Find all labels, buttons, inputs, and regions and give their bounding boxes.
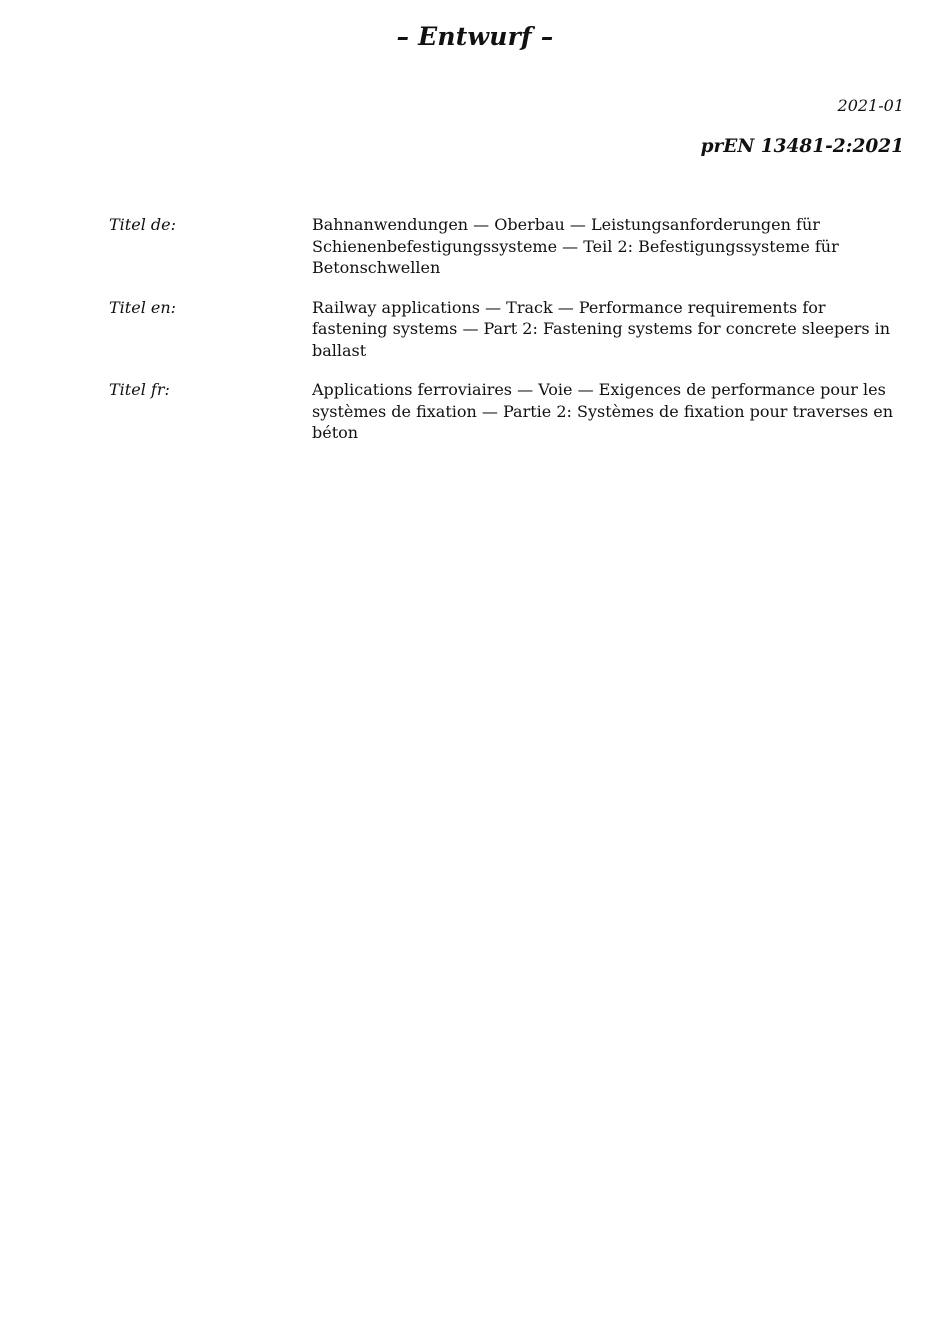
- title-row-fr: [109, 379, 909, 444]
- title-row-de: [109, 214, 909, 279]
- document-date: 2021-01: [837, 96, 904, 115]
- title-label-en: Titel en:: [109, 297, 177, 317]
- title-text-fr: Applications ferroviaires — Voie — Exigences de performance pour les systèmes de fixation — Partie 2: Systèmes de fixation pour traverses en béton: [312, 380, 894, 442]
- title-label-fr: Titel fr:: [109, 380, 170, 399]
- title-text-de: Bahnanwendungen — Oberbau — Leistungsanforderungen für Schienenbefestigungssysteme — Teil 2: Befestigungssysteme für Betonschwellen: [312, 215, 839, 277]
- document-number: prEN 13481-2:2021: [700, 136, 904, 157]
- title-list: [109, 214, 909, 462]
- title-label-de: Titel de:: [109, 215, 176, 234]
- title-text-en: Railway applications — Track — Performance requirements for fastening systems — Part 2: Fastening systems for concrete sleepers in ballast: [312, 297, 891, 360]
- draft-mark: – Entwurf –: [396, 22, 554, 51]
- title-row-en: [109, 297, 909, 362]
